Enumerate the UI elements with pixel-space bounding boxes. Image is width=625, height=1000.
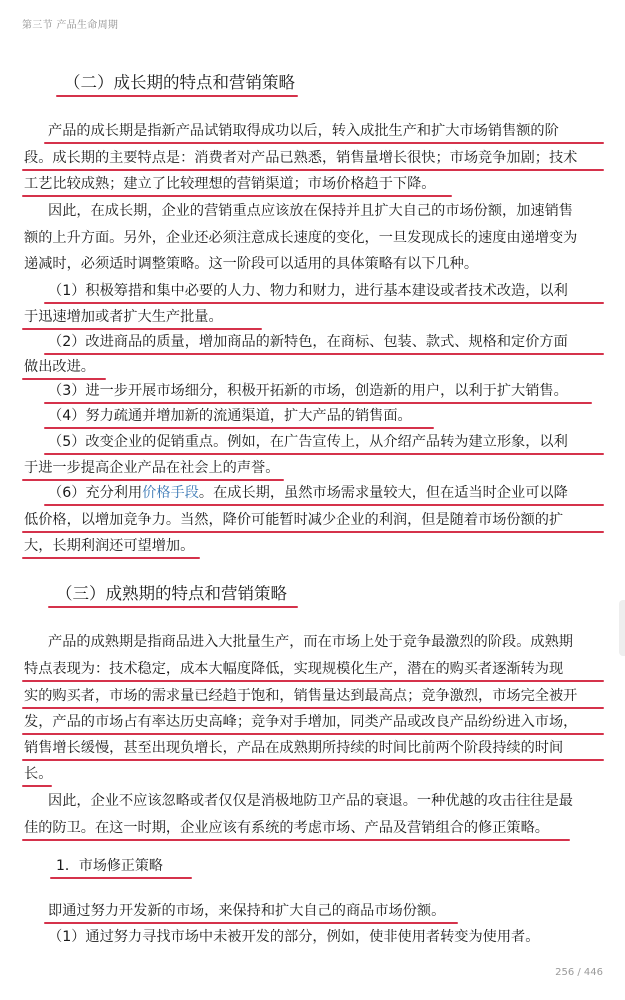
underline-highlight	[22, 785, 52, 787]
underline-highlight	[44, 353, 604, 355]
underline-highlight	[22, 195, 452, 197]
list-item: （1）通过努力寻找市场中未被开发的部分，例如，使非使用者转变为使用者。	[48, 929, 540, 945]
list-item-text: 。在成长期，虽然市场需求量较大，但在适当时企业可以降	[198, 485, 568, 501]
paragraph-line: 佳的防卫。在这一时期，企业应该有系统的考虑市场、产品及营销组合的修正策略。	[24, 820, 549, 836]
paragraph-line: 递减时，必须适时调整策略。这一阶段可以适用的具体策略有以下几种。	[24, 256, 479, 272]
underline-highlight	[22, 378, 106, 380]
list-item	[48, 483, 568, 503]
paragraph-line: 销售增长缓慢，甚至出现负增长，产品在成熟期所持续的时间比前两个阶段持续的时间	[24, 740, 564, 756]
paragraph-line: 因此，在成长期，企业的营销重点应该放在保持并且扩大自己的市场份额，加速销售	[48, 203, 573, 219]
underline-highlight	[22, 680, 604, 682]
list-item-text: （6）充分利用	[48, 485, 143, 501]
list-item: （2）改进商品的质量，增加商品的新特色，在商标、包装、款式、规格和定价方面	[48, 334, 568, 350]
list-item: 低价格，以增加竞争力。当然，降价可能暂时减少企业的利润，但是随着市场份额的扩	[24, 512, 564, 528]
page-indicator: 256 / 446	[555, 967, 603, 978]
paragraph-line: 实的购买者，市场的需求量已经趋于饱和，销售量达到最高点；竞争激烈，市场完全被开	[24, 688, 578, 704]
underline-highlight	[22, 328, 262, 330]
underline-highlight	[22, 839, 570, 841]
underline-highlight	[22, 557, 200, 559]
section-heading-growth: （二）成长期的特点和营销策略	[64, 73, 295, 92]
underline-highlight	[44, 402, 592, 404]
underline-highlight	[22, 531, 604, 533]
underline-highlight	[44, 302, 604, 304]
underline-highlight	[48, 606, 298, 608]
underline-highlight	[44, 453, 604, 455]
price-strategy-link[interactable]: 价格手段	[142, 485, 199, 501]
underline-highlight	[44, 427, 434, 429]
underline-highlight	[22, 733, 604, 735]
list-item: （1）积极筹措和集中必要的人力、物力和财力，进行基本建设或者技术改造，以利	[48, 283, 568, 299]
paragraph-line: 段。成长期的主要特点是：消费者对产品已熟悉，销售量增长很快；市场竞争加剧；技术	[24, 150, 578, 166]
paragraph-line: 产品的成长期是指新产品试销取得成功以后，转入成批生产和扩大市场销售额的阶	[48, 123, 559, 139]
paragraph-line: 长。	[24, 766, 53, 782]
underline-highlight	[56, 95, 298, 97]
underline-highlight	[44, 504, 604, 506]
paragraph-line: 产品的成熟期是指商品进入大批量生产，而在市场上处于竞争最激烈的阶段。成熟期	[48, 634, 573, 650]
list-item: 于进一步提高企业产品在社会上的声誉。	[24, 460, 280, 476]
list-item: 大，长期利润还可望增加。	[24, 538, 195, 554]
underline-highlight	[22, 759, 604, 761]
underline-highlight	[44, 142, 604, 144]
list-item: （3）进一步开展市场细分，积极开拓新的市场，创造新的用户，以利于扩大销售。	[48, 383, 568, 399]
paragraph-line: 即通过努力开发新的市场，来保持和扩大自己的商品市场份额。	[48, 903, 446, 919]
list-item: 于迅速增加或者扩大生产批量。	[24, 309, 223, 325]
underline-highlight	[50, 877, 192, 879]
paragraph-line: 额的上升方面。另外，企业还必须注意成长速度的变化，一旦发现成长的速度由递增变为	[24, 230, 578, 246]
list-item: （4）努力疏通并增加新的流通渠道，扩大产品的销售面。	[48, 408, 412, 424]
underline-highlight	[22, 479, 284, 481]
underline-highlight	[44, 922, 458, 924]
paragraph-line: 因此，企业不应该忽略或者仅仅是消极地防卫产品的衰退。一种优越的攻击往往是最	[48, 793, 573, 809]
section-heading-maturity: （三）成熟期的特点和营销策略	[56, 584, 287, 603]
list-item: （5）改变企业的促销重点。例如，在广告宣传上，从介绍产品转为建立形象，以利	[48, 434, 568, 450]
list-item: 做出改进。	[24, 359, 95, 375]
running-header: 第三节 产品生命周期	[22, 20, 119, 31]
underline-highlight	[22, 169, 604, 171]
paragraph-line: 特点表现为：技术稳定，成本大幅度降低，实现规模化生产，潜在的购买者逐渐转为现	[24, 661, 564, 677]
sub-heading: 1．市场修正策略	[56, 858, 163, 874]
underline-highlight	[22, 707, 604, 709]
paragraph-line: 发，产品的市场占有率达历史高峰；竞争对手增加，同类产品或改良产品纷纷进入市场，	[24, 714, 578, 730]
paragraph-line: 工艺比较成熟；建立了比较理想的营销渠道；市场价格趋于下降。	[24, 176, 436, 192]
